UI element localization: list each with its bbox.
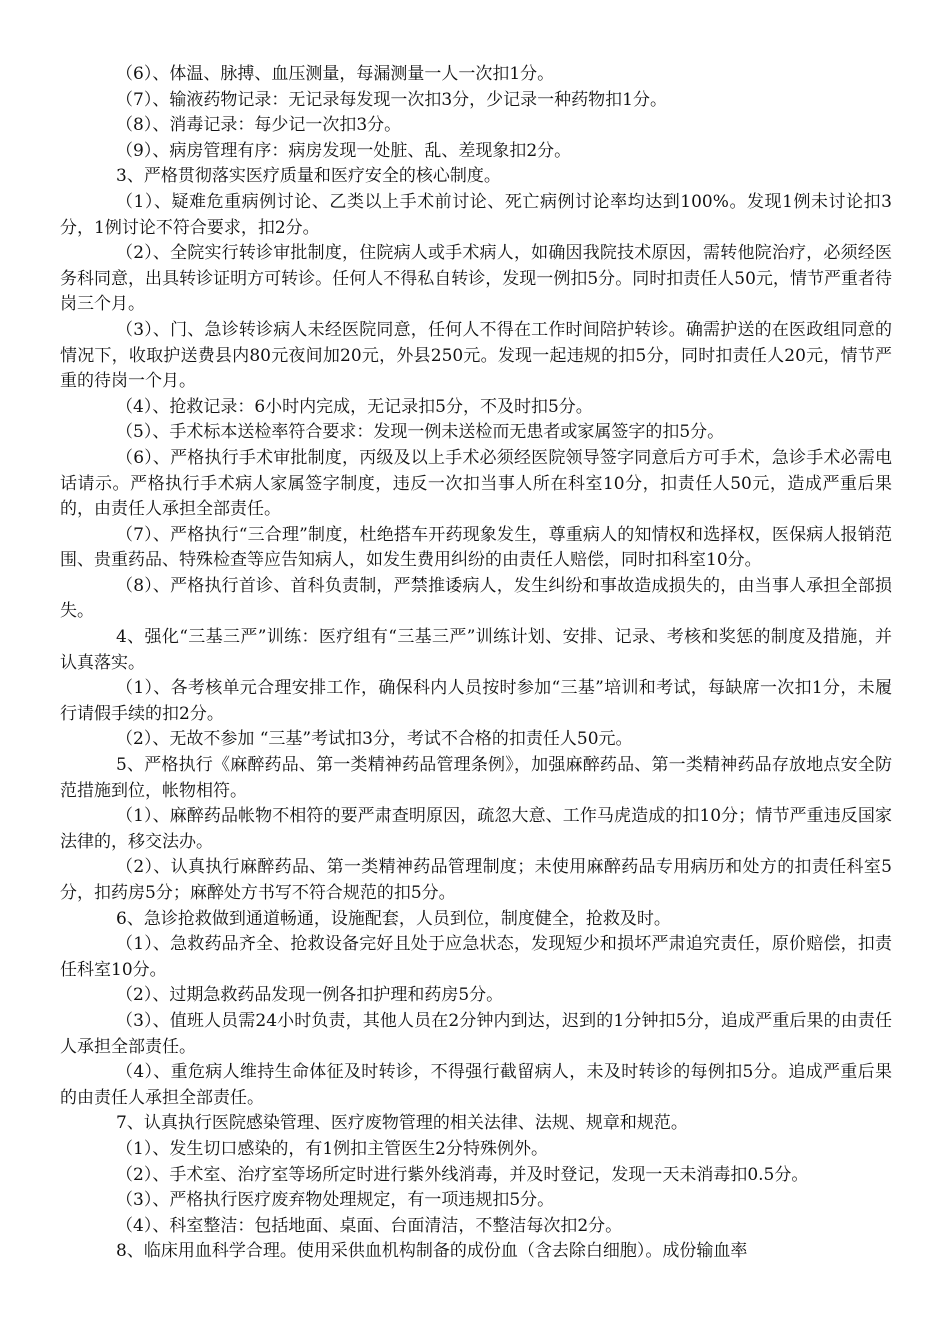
clause-paragraph: （8）、严格执行首诊、首科负责制，严禁推诿病人，发生纠纷和事故造成损失的，由当事人承担全部损失。 <box>60 575 892 622</box>
clause-paragraph: （8）、消毒记录：每少记一次扣3分。 <box>116 115 402 136</box>
section-heading-paragraph: 3、严格贯彻落实医疗质量和医疗安全的核心制度。 <box>116 166 501 187</box>
clause-paragraph: （7）、输液药物记录：无记录每发现一次扣3分，少记录一种药物扣1分。 <box>116 89 667 110</box>
clause-paragraph: （2）、全院实行转诊审批制度，住院病人或手术病人，如确因我院技术原因，需转他院治疗，必须经医务科同意，出具转诊证明方可转诊。任何人不得私自转诊，发现一例扣5分。同时扣责任人50元，情节严重者待岗三个月。 <box>60 243 892 315</box>
clause-paragraph: （1）、疑难危重病例讨论、乙类以上手术前讨论、死亡病例讨论率均达到100%。发现1例未讨论扣3分，1例讨论不符合要求，扣2分。 <box>60 191 892 238</box>
clause-paragraph: （3）、值班人员需24小时负责，其他人员在2分钟内到达，迟到的1分钟扣5分，追成严重后果的由责任人承担全部责任。 <box>60 1010 892 1057</box>
clause-paragraph: （9）、病房管理有序：病房发现一处脏、乱、差现象扣2分。 <box>116 140 572 161</box>
clause-paragraph: （2）、过期急救药品发现一例各扣护理和药房5分。 <box>116 985 504 1006</box>
clause-paragraph: （4）、科室整洁：包括地面、桌面、台面清洁，不整洁每次扣2分。 <box>116 1215 623 1236</box>
clause-paragraph: （2）、手术室、治疗室等场所定时进行紫外线消毒，并及时登记，发现一天未消毒扣0.5分。 <box>116 1164 809 1185</box>
section-heading-paragraph: 4、强化“三基三严”训练：医疗组有“三基三严”训练计划、安排、记录、考核和奖惩的制度及措施，并认真落实。 <box>60 627 892 673</box>
clause-paragraph: （2）、无故不参加 “三基”考试扣3分，考试不合格的扣责任人50元。 <box>116 729 633 750</box>
clause-paragraph: （1）、各考核单元合理安排工作，确保科内人员按时参加“三基”培训和考试，每缺席一次扣1分，未履行请假手续的扣2分。 <box>60 678 892 724</box>
clause-paragraph: （1）、急救药品齐全、抢救设备完好且处于应急状态，发现短少和损坏严肃追究责任，原价赔偿，扣责任科室10分。 <box>60 934 892 980</box>
clause-paragraph: （1）、麻醉药品帐物不相符的要严肃查明原因，疏忽大意、工作马虎造成的扣10分；情节严重违反国家法律的，移交法办。 <box>60 806 892 852</box>
clause-paragraph: （4）、重危病人维持生命体征及时转诊，不得强行截留病人，未及时转诊的每例扣5分。追成严重后果的由责任人承担全部责任。 <box>60 1062 892 1108</box>
clause-paragraph: （4）、抢救记录：6小时内完成，无记录扣5分，不及时扣5分。 <box>116 396 593 417</box>
clause-paragraph: （3）、门、急诊转诊病人未经医院同意，任何人不得在工作时间陪护转诊。确需护送的在医政组同意的情况下，收取护送费县内80元夜间加20元，外县250元。发现一起违规的扣5分，同时扣责任人20元，情节严重的待岗一个月。 <box>60 319 892 392</box>
document-body <box>60 62 892 1265</box>
clause-paragraph: （7）、严格执行“三合理”制度，杜绝搭车开药现象发生，尊重病人的知情权和选择权，医保病人报销范围、贵重药品、特殊检查等应告知病人，如发生费用纠纷的由责任人赔偿，同时扣科室10分。 <box>60 524 892 571</box>
section-heading-paragraph: 7、认真执行医院感染管理、医疗废物管理的相关法律、法规、规章和规范。 <box>116 1113 688 1134</box>
clause-paragraph: （1）、发生切口感染的，有1例扣主管医生2分特殊例外。 <box>116 1138 548 1159</box>
clause-paragraph: （6）、严格执行手术审批制度，丙级及以上手术必须经医院领导签字同意后方可手术，急诊手术必需电话请示。严格执行手术病人家属签字制度，违反一次扣当事人所在科室10分，扣责任人50元，造成严重后果的，由责任人承担全部责任。 <box>60 447 892 520</box>
clause-paragraph: （5）、手术标本送检率符合要求：发现一例未送检而无患者或家属签字的扣5分。 <box>116 422 725 443</box>
section-heading-paragraph: 5、严格执行《麻醉药品、第一类精神药品管理条例》，加强麻醉药品、第一类精神药品存放地点安全防范措施到位，帐物相符。 <box>60 755 892 801</box>
section-heading-paragraph: 8、临床用血科学合理。使用采供血机构制备的成份血（含去除白细胞）。成份输血率 <box>116 1241 748 1262</box>
clause-paragraph: （6）、体温、脉搏、血压测量，每漏测量一人一次扣1分。 <box>116 64 555 84</box>
section-heading-paragraph: 6、急诊抢救做到通道畅通，设施配套，人员到位，制度健全，抢救及时。 <box>116 908 671 929</box>
clause-paragraph: （2）、认真执行麻醉药品、第一类精神药品管理制度；未使用麻醉药品专用病历和处方的扣责任科室5分，扣药房5分；麻醉处方书写不符合规范的扣5分。 <box>60 857 892 903</box>
clause-paragraph: （3）、严格执行医疗废弃物处理规定，有一项违规扣5分。 <box>116 1190 555 1211</box>
